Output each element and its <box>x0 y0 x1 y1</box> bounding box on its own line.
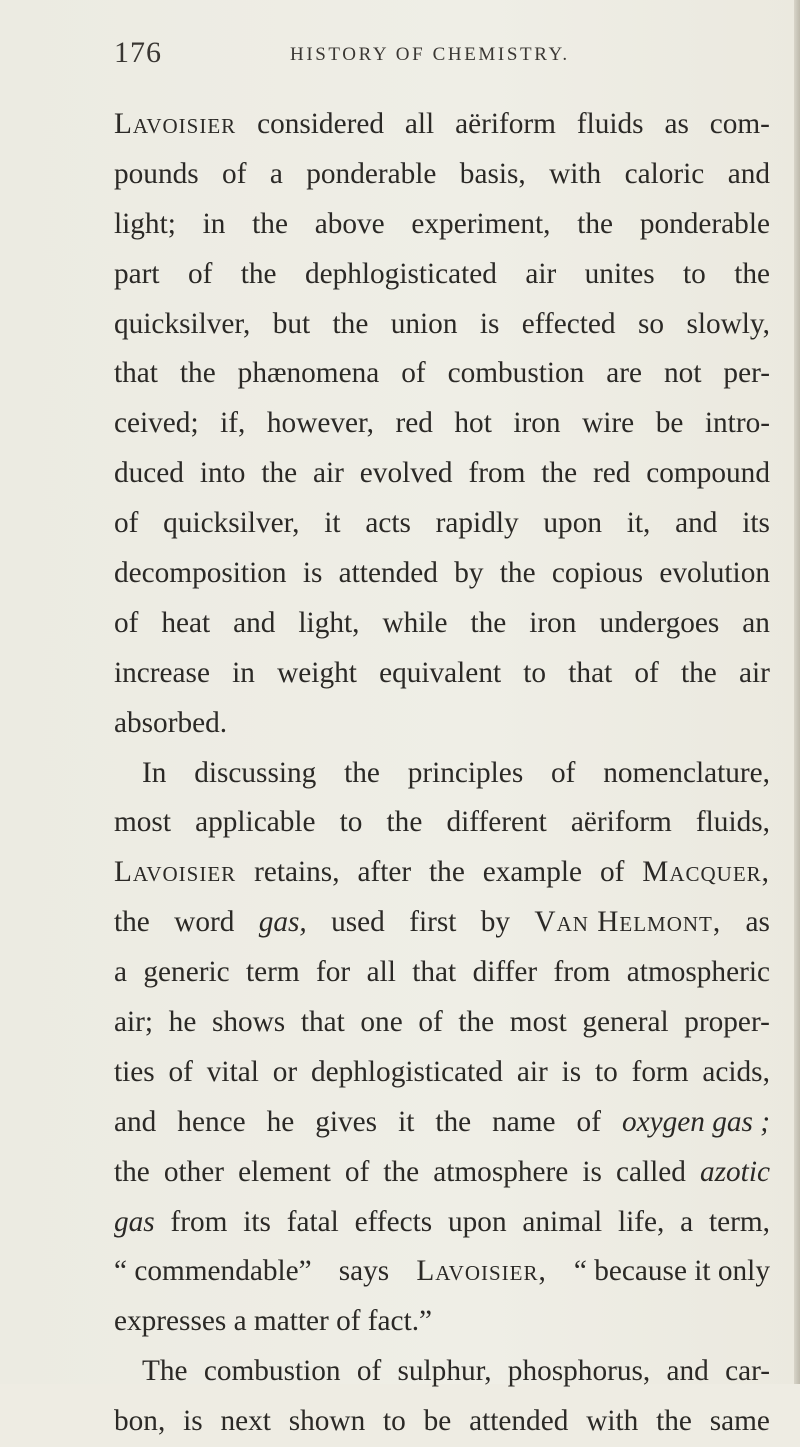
text-line <box>114 599 770 649</box>
word: it <box>324 507 341 540</box>
word: the <box>734 257 770 290</box>
word: from <box>170 1205 228 1238</box>
word: atmosphere <box>433 1155 569 1188</box>
word: weight <box>277 656 357 689</box>
word: slowly, <box>686 307 770 340</box>
word: rapidly <box>435 507 519 540</box>
word: vital <box>206 1055 259 1088</box>
word: the <box>577 207 614 240</box>
word: that <box>114 357 158 390</box>
word: fluids, <box>695 806 770 839</box>
word: one <box>360 1006 403 1039</box>
word: acts <box>365 507 411 540</box>
word: by <box>454 557 484 590</box>
text-line <box>114 749 770 799</box>
word: of <box>222 157 247 190</box>
word: it <box>398 1105 415 1138</box>
word: quicksilver, <box>163 507 300 540</box>
word: called <box>615 1155 686 1188</box>
word: retains, <box>254 856 340 889</box>
word: combustion <box>203 1355 341 1388</box>
text-line <box>114 200 770 250</box>
word: and <box>666 1355 709 1388</box>
word: an <box>742 606 770 639</box>
word: the <box>656 1405 692 1438</box>
text-line <box>114 349 770 399</box>
word: in <box>202 207 226 240</box>
word: next <box>220 1405 271 1438</box>
word: azotic <box>699 1155 770 1188</box>
text-line <box>114 100 770 150</box>
word: a <box>114 956 128 989</box>
word: copious <box>551 557 644 590</box>
word: its <box>742 507 770 540</box>
word: with <box>586 1405 639 1438</box>
word: generic <box>143 956 230 989</box>
word: of <box>114 606 139 639</box>
word: is <box>582 1155 602 1188</box>
word: equivalent <box>379 656 502 689</box>
word: discussing <box>194 756 317 789</box>
text-line <box>114 948 770 998</box>
word: and <box>727 157 770 190</box>
running-title: HISTORY OF CHEMISTRY. <box>290 44 570 65</box>
word: nomenclature, <box>603 756 770 789</box>
word: of <box>401 357 426 390</box>
text-line <box>114 1198 770 1248</box>
word: air; <box>114 1006 154 1039</box>
word: term, <box>708 1205 770 1238</box>
word: from <box>468 457 526 490</box>
text-line <box>114 898 770 948</box>
word: used <box>331 906 385 939</box>
word: shows <box>211 1006 286 1039</box>
word: the <box>114 1155 150 1188</box>
word: is <box>561 1055 582 1088</box>
word: of <box>187 257 213 290</box>
text-line <box>114 150 770 200</box>
word: air <box>313 457 344 490</box>
word: the <box>179 357 216 390</box>
word: light; <box>114 207 176 240</box>
word: that <box>412 956 457 989</box>
word: if, <box>220 407 246 440</box>
word: com- <box>709 108 770 140</box>
word: the <box>261 457 298 490</box>
word: the <box>240 257 277 290</box>
text-line <box>114 1397 770 1447</box>
word: effects <box>354 1205 433 1238</box>
word: a <box>269 157 283 190</box>
word: air <box>738 656 770 689</box>
word: iron <box>513 407 561 440</box>
word: first <box>409 906 457 939</box>
word: gives <box>315 1105 378 1138</box>
text-line <box>114 848 770 898</box>
text-line <box>114 250 770 300</box>
word: upon <box>543 507 602 540</box>
word: part <box>114 257 160 290</box>
word: general <box>582 1006 669 1039</box>
word: heat <box>161 606 211 639</box>
word: bon, <box>114 1405 166 1438</box>
word: for <box>316 956 351 989</box>
word: the <box>435 1105 472 1138</box>
word: as <box>664 108 689 140</box>
text-line <box>114 449 770 499</box>
word: and <box>114 1105 157 1138</box>
word: “ because it only <box>573 1255 770 1288</box>
word: pounds <box>114 157 199 190</box>
word: same <box>709 1405 770 1438</box>
word: combustion <box>447 357 585 390</box>
word: word <box>174 906 235 939</box>
word: aëriform <box>455 108 556 140</box>
word: element <box>238 1155 331 1188</box>
word: and <box>233 606 276 639</box>
word: of <box>114 507 139 540</box>
text-line <box>114 1148 770 1198</box>
word: absorbed. <box>114 706 228 739</box>
word: wire <box>582 407 635 440</box>
word: to <box>523 656 547 689</box>
word: the <box>499 557 536 590</box>
word: atmospheric <box>626 956 770 989</box>
word: most <box>509 1006 567 1039</box>
word: not <box>664 357 702 390</box>
word: intro- <box>704 407 770 440</box>
word: gas, <box>258 906 307 939</box>
word: are <box>606 357 643 390</box>
word: form <box>631 1055 689 1088</box>
word: proper- <box>684 1006 770 1039</box>
word: light, <box>298 606 360 639</box>
word: evolution <box>659 557 770 590</box>
word: dephlogisticated <box>304 257 497 290</box>
word: gas <box>114 1205 155 1238</box>
word: Lavoisier, <box>416 1255 547 1288</box>
word: its <box>243 1205 271 1238</box>
text-line <box>114 699 770 749</box>
word: Macquer, <box>642 856 770 889</box>
word: dephlogisticated <box>310 1055 503 1088</box>
word: with <box>549 157 602 190</box>
word: compound <box>646 457 770 490</box>
word: upon <box>448 1205 507 1238</box>
word: of <box>168 1055 193 1088</box>
word: or <box>272 1055 298 1088</box>
word: and <box>675 507 718 540</box>
word: air <box>525 257 557 290</box>
word: basis, <box>459 157 526 190</box>
word: the <box>458 1006 495 1039</box>
word: duced <box>114 457 184 490</box>
word: be <box>655 407 684 440</box>
word: he <box>266 1105 295 1138</box>
text-line <box>114 300 770 350</box>
word: oxygen gas ; <box>621 1105 770 1138</box>
text-line <box>114 998 770 1048</box>
word: of <box>344 1155 370 1188</box>
word: different <box>446 806 547 839</box>
word: other <box>163 1155 225 1188</box>
word: per- <box>723 357 770 390</box>
word: sulphur, <box>397 1355 492 1388</box>
word: of <box>576 1105 601 1138</box>
word: he <box>168 1006 197 1039</box>
word: fatal <box>286 1205 339 1238</box>
word: to <box>594 1055 618 1088</box>
word: ties <box>114 1055 155 1088</box>
word: but <box>272 307 311 340</box>
word: the <box>332 307 369 340</box>
word: red <box>592 457 631 490</box>
text-line <box>114 798 770 848</box>
word: shown <box>288 1405 366 1438</box>
word: a <box>680 1205 694 1238</box>
page-number: 176 <box>114 36 162 69</box>
word: be <box>423 1405 452 1438</box>
word: fluids <box>576 108 644 140</box>
word: considered <box>257 108 384 140</box>
word: while <box>382 606 448 639</box>
word: In <box>142 756 167 789</box>
word: to <box>683 257 706 290</box>
word: term <box>245 956 300 989</box>
word: of <box>634 656 659 689</box>
word: is <box>183 1405 203 1438</box>
word: of <box>418 1006 443 1039</box>
word: it, <box>626 507 651 540</box>
word: name <box>492 1105 556 1138</box>
word: increase <box>114 656 210 689</box>
word: life, <box>617 1205 665 1238</box>
word: quicksilver, <box>114 307 251 340</box>
word: most <box>114 806 171 839</box>
word: attended <box>338 557 438 590</box>
text-line <box>114 499 770 549</box>
word: iron <box>529 606 577 639</box>
word: effected <box>521 307 616 340</box>
word: says <box>338 1255 390 1288</box>
word: of <box>599 856 625 889</box>
word: hence <box>177 1105 246 1138</box>
text-line <box>114 649 770 699</box>
word: the <box>252 207 288 240</box>
word: differ <box>472 956 538 989</box>
word: acids, <box>702 1055 770 1088</box>
word: the <box>681 656 717 689</box>
word: animal <box>522 1205 603 1238</box>
word: applicable <box>195 806 316 839</box>
body-text <box>114 100 770 1447</box>
word: as <box>745 906 770 939</box>
word: car- <box>725 1355 770 1388</box>
word: is <box>479 307 500 340</box>
text-line <box>114 549 770 599</box>
word: ceived; <box>114 407 199 440</box>
word: experiment, <box>411 207 551 240</box>
word: Lavoisier <box>114 856 237 889</box>
word: aëriform <box>570 806 672 839</box>
word: that <box>300 1006 345 1039</box>
word: evolved <box>359 457 453 490</box>
text-line <box>114 399 770 449</box>
text-line <box>114 1297 770 1347</box>
word: undergoes <box>599 606 720 639</box>
word: however, <box>266 407 374 440</box>
word: Van Helmont, <box>534 906 722 939</box>
word: all <box>404 108 435 140</box>
word: red <box>395 407 433 440</box>
word: by <box>480 906 511 939</box>
word: of <box>551 756 576 789</box>
text-line <box>114 1048 770 1098</box>
word: the <box>470 606 507 639</box>
word: phænomena <box>237 357 380 390</box>
word: the <box>541 457 578 490</box>
text-line <box>114 1347 770 1397</box>
word: hot <box>454 407 492 440</box>
word: decomposition <box>114 557 287 590</box>
word: the <box>114 906 150 939</box>
word: to <box>383 1405 406 1438</box>
word: that <box>568 656 613 689</box>
word: the <box>386 806 423 839</box>
word: attended <box>469 1405 569 1438</box>
page-edge-shadow <box>794 0 800 1384</box>
word: all <box>366 956 396 989</box>
word: air <box>516 1055 548 1088</box>
word: above <box>314 207 385 240</box>
word: to <box>339 806 363 839</box>
word: caloric <box>624 157 705 190</box>
word: is <box>302 557 323 590</box>
word: Lavoisier <box>114 108 237 140</box>
word: of <box>356 1355 382 1388</box>
word: the <box>429 856 465 889</box>
word: unites <box>584 257 655 290</box>
word: after <box>357 856 412 889</box>
word: ponderable <box>306 157 437 190</box>
word: ponderable <box>639 207 770 240</box>
word: principles <box>407 756 524 789</box>
word: in <box>232 656 255 689</box>
word: so <box>637 307 665 340</box>
word: union <box>390 307 458 340</box>
word: example <box>482 856 583 889</box>
word: expresses a matter of fact.” <box>114 1305 433 1338</box>
page-header <box>114 36 770 80</box>
word: The <box>142 1355 188 1388</box>
word: into <box>199 457 246 490</box>
word: the <box>383 1155 420 1188</box>
word: “ commendable” <box>114 1255 312 1288</box>
text-line <box>114 1247 770 1297</box>
word: phosphorus, <box>507 1355 651 1388</box>
word: the <box>344 756 380 789</box>
word: from <box>553 956 611 989</box>
text-line <box>114 1098 770 1148</box>
